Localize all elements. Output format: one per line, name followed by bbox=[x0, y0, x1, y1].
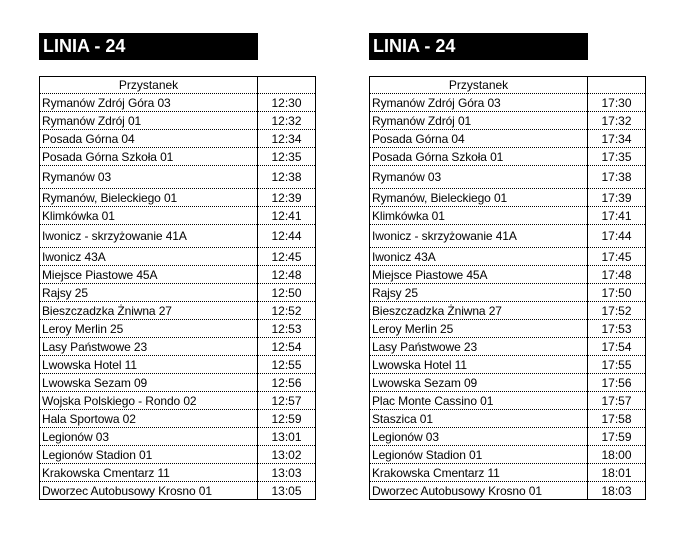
table-row bbox=[370, 207, 646, 225]
departure-time: 17:39 bbox=[588, 189, 646, 207]
table-row bbox=[370, 248, 646, 266]
departure-time: 12:55 bbox=[258, 356, 316, 374]
table-row bbox=[370, 410, 646, 428]
departure-time: 12:57 bbox=[258, 392, 316, 410]
departure-time: 12:48 bbox=[258, 266, 316, 284]
departure-time: 12:45 bbox=[258, 248, 316, 266]
departure-time: 17:38 bbox=[588, 166, 646, 189]
departure-time: 17:45 bbox=[588, 248, 646, 266]
departure-time: 17:50 bbox=[588, 284, 646, 302]
header-stop: Przystanek bbox=[40, 77, 258, 94]
departure-time: 12:38 bbox=[258, 166, 316, 189]
timetable-panel-left bbox=[39, 33, 316, 500]
departure-time: 13:03 bbox=[258, 464, 316, 482]
table-row bbox=[370, 284, 646, 302]
stop-name: Lwowska Hotel 11 bbox=[40, 356, 258, 374]
departure-time: 17:32 bbox=[588, 112, 646, 130]
table-row bbox=[370, 374, 646, 392]
departure-time: 12:59 bbox=[258, 410, 316, 428]
table-row bbox=[40, 189, 316, 207]
table-row bbox=[370, 356, 646, 374]
stop-name: Leroy Merlin 25 bbox=[40, 320, 258, 338]
departure-time: 12:34 bbox=[258, 130, 316, 148]
departure-time: 17:55 bbox=[588, 356, 646, 374]
departure-time: 13:01 bbox=[258, 428, 316, 446]
stop-name: Staszica 01 bbox=[370, 410, 588, 428]
departure-time: 12:35 bbox=[258, 148, 316, 166]
table-row bbox=[370, 94, 646, 112]
line-title: LINIA - 24 bbox=[39, 33, 258, 60]
stop-name: Iwonicz 43A bbox=[40, 248, 258, 266]
departure-time: 17:58 bbox=[588, 410, 646, 428]
table-row bbox=[40, 148, 316, 166]
table-row bbox=[40, 225, 316, 248]
departure-time: 17:35 bbox=[588, 148, 646, 166]
stop-name: Wojska Polskiego - Rondo 02 bbox=[40, 392, 258, 410]
stop-name: Legionów Stadion 01 bbox=[40, 446, 258, 464]
departure-time: 17:53 bbox=[588, 320, 646, 338]
table-row bbox=[370, 225, 646, 248]
stop-name: Klimkówka 01 bbox=[370, 207, 588, 225]
stop-name: Bieszczadzka Żniwna 27 bbox=[40, 302, 258, 320]
stop-name: Legionów 03 bbox=[370, 428, 588, 446]
table-row bbox=[370, 189, 646, 207]
departure-time: 12:52 bbox=[258, 302, 316, 320]
departure-time: 12:41 bbox=[258, 207, 316, 225]
table-header-row bbox=[40, 77, 316, 94]
table-row bbox=[370, 148, 646, 166]
stop-name: Posada Górna 04 bbox=[370, 130, 588, 148]
departure-time: 17:34 bbox=[588, 130, 646, 148]
table-row bbox=[370, 166, 646, 189]
table-row bbox=[370, 320, 646, 338]
header-time bbox=[258, 77, 316, 94]
table-row bbox=[370, 464, 646, 482]
stop-name: Posada Górna Szkoła 01 bbox=[370, 148, 588, 166]
departure-time: 17:44 bbox=[588, 225, 646, 248]
table-row bbox=[40, 356, 316, 374]
stop-name: Hala Sportowa 02 bbox=[40, 410, 258, 428]
stop-name: Dworzec Autobusowy Krosno 01 bbox=[370, 482, 588, 500]
departure-time: 17:30 bbox=[588, 94, 646, 112]
table-row bbox=[370, 266, 646, 284]
departure-time: 18:03 bbox=[588, 482, 646, 500]
stop-name: Miejsce Piastowe 45A bbox=[370, 266, 588, 284]
stop-name: Rymanów Zdrój 01 bbox=[40, 112, 258, 130]
table-row bbox=[370, 130, 646, 148]
departure-time: 17:41 bbox=[588, 207, 646, 225]
stop-name: Rymanów, Bieleckiego 01 bbox=[40, 189, 258, 207]
timetable-table bbox=[39, 76, 316, 500]
table-header-row bbox=[370, 77, 646, 94]
stop-name: Lasy Państwowe 23 bbox=[370, 338, 588, 356]
stop-name: Legionów Stadion 01 bbox=[370, 446, 588, 464]
table-row bbox=[40, 266, 316, 284]
stop-name: Dworzec Autobusowy Krosno 01 bbox=[40, 482, 258, 500]
stop-name: Klimkówka 01 bbox=[40, 207, 258, 225]
stop-name: Posada Górna Szkoła 01 bbox=[40, 148, 258, 166]
departure-time: 12:30 bbox=[258, 94, 316, 112]
table-row bbox=[370, 112, 646, 130]
table-row bbox=[370, 482, 646, 500]
stop-name: Legionów 03 bbox=[40, 428, 258, 446]
table-row bbox=[40, 392, 316, 410]
header-time bbox=[588, 77, 646, 94]
table-row bbox=[40, 464, 316, 482]
departure-time: 13:05 bbox=[258, 482, 316, 500]
table-row bbox=[40, 374, 316, 392]
table-row bbox=[40, 284, 316, 302]
timetable-panel-right bbox=[369, 33, 646, 500]
stop-name: Bieszczadzka Żniwna 27 bbox=[370, 302, 588, 320]
departure-time: 12:54 bbox=[258, 338, 316, 356]
table-row bbox=[40, 320, 316, 338]
table-row bbox=[40, 112, 316, 130]
table-row bbox=[40, 207, 316, 225]
departure-time: 17:59 bbox=[588, 428, 646, 446]
stop-name: Leroy Merlin 25 bbox=[370, 320, 588, 338]
stop-name: Krakowska Cmentarz 11 bbox=[370, 464, 588, 482]
table-row bbox=[40, 482, 316, 500]
header-stop: Przystanek bbox=[370, 77, 588, 94]
table-row bbox=[370, 428, 646, 446]
departure-time: 17:56 bbox=[588, 374, 646, 392]
departure-time: 12:56 bbox=[258, 374, 316, 392]
departure-time: 17:48 bbox=[588, 266, 646, 284]
stop-name: Rymanów, Bieleckiego 01 bbox=[370, 189, 588, 207]
stop-name: Lwowska Hotel 11 bbox=[370, 356, 588, 374]
stop-name: Krakowska Cmentarz 11 bbox=[40, 464, 258, 482]
table-row bbox=[40, 130, 316, 148]
stop-name: Lwowska Sezam 09 bbox=[370, 374, 588, 392]
table-row bbox=[40, 446, 316, 464]
departure-time: 12:39 bbox=[258, 189, 316, 207]
table-row bbox=[40, 94, 316, 112]
stop-name: Lasy Państwowe 23 bbox=[40, 338, 258, 356]
table-row bbox=[370, 446, 646, 464]
departure-time: 12:50 bbox=[258, 284, 316, 302]
timetable-table bbox=[369, 76, 646, 500]
table-row bbox=[370, 338, 646, 356]
departure-time: 12:53 bbox=[258, 320, 316, 338]
table-row bbox=[40, 338, 316, 356]
departure-time: 13:02 bbox=[258, 446, 316, 464]
stop-name: Iwonicz 43A bbox=[370, 248, 588, 266]
table-row bbox=[40, 248, 316, 266]
stop-name: Rajsy 25 bbox=[370, 284, 588, 302]
table-row bbox=[40, 428, 316, 446]
departure-time: 17:52 bbox=[588, 302, 646, 320]
stop-name: Rajsy 25 bbox=[40, 284, 258, 302]
stop-name: Rymanów 03 bbox=[370, 166, 588, 189]
stop-name: Posada Górna 04 bbox=[40, 130, 258, 148]
table-row bbox=[370, 392, 646, 410]
table-row bbox=[40, 302, 316, 320]
departure-time: 18:00 bbox=[588, 446, 646, 464]
stop-name: Rymanów Zdrój Góra 03 bbox=[370, 94, 588, 112]
line-title: LINIA - 24 bbox=[369, 33, 588, 60]
stop-name: Lwowska Sezam 09 bbox=[40, 374, 258, 392]
table-row bbox=[370, 302, 646, 320]
stop-name: Iwonicz - skrzyżowanie 41A bbox=[40, 225, 258, 248]
departure-time: 12:44 bbox=[258, 225, 316, 248]
stop-name: Rymanów 03 bbox=[40, 166, 258, 189]
stop-name: Rymanów Zdrój 01 bbox=[370, 112, 588, 130]
stop-name: Plac Monte Cassino 01 bbox=[370, 392, 588, 410]
departure-time: 18:01 bbox=[588, 464, 646, 482]
table-row bbox=[40, 166, 316, 189]
departure-time: 17:57 bbox=[588, 392, 646, 410]
stop-name: Iwonicz - skrzyżowanie 41A bbox=[370, 225, 588, 248]
table-row bbox=[40, 410, 316, 428]
stop-name: Rymanów Zdrój Góra 03 bbox=[40, 94, 258, 112]
stop-name: Miejsce Piastowe 45A bbox=[40, 266, 258, 284]
departure-time: 17:54 bbox=[588, 338, 646, 356]
departure-time: 12:32 bbox=[258, 112, 316, 130]
